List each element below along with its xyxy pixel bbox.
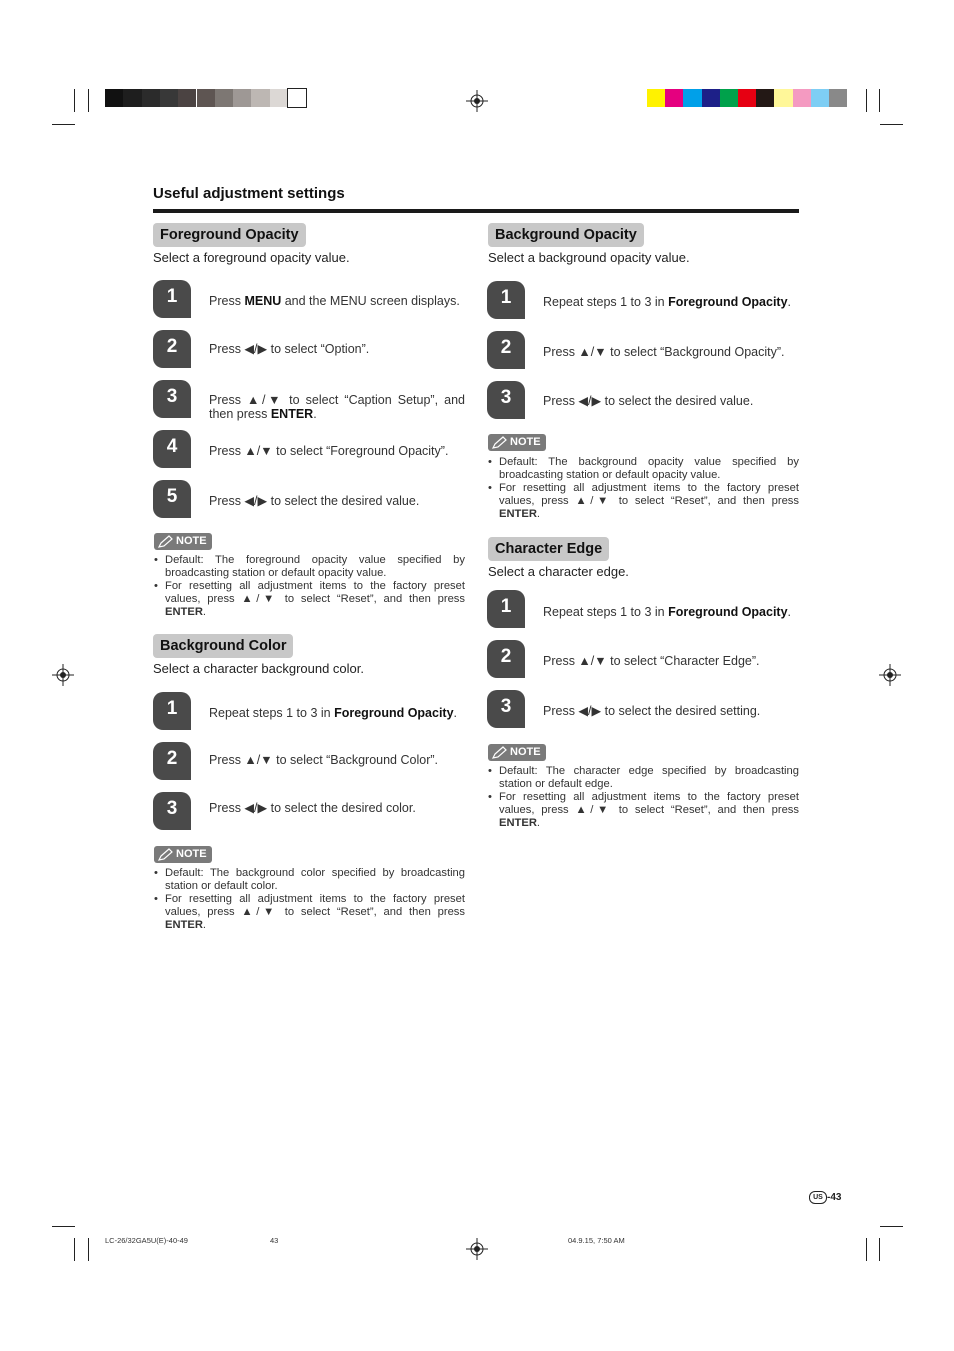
pencil-icon [158,535,174,548]
grayscale-swatch [123,89,141,107]
step-text: Press ◀/▶ to select the desired value. [209,494,420,508]
step-text: Press ▲/▼ to select “Foreground Opacity”. [209,444,449,458]
step-text: Press ▲/▼ to select “Background Opacity”. [543,345,785,359]
page-section-title: Useful adjustment settings [153,185,345,202]
grayscale-swatch [288,89,306,107]
grayscale-swatch [105,89,123,107]
step-number: 1 [153,692,191,730]
step-text: Repeat steps 1 to 3 in Foreground Opacity. [543,605,792,619]
step-number: 3 [153,792,191,830]
background-color-heading: Background Color [153,634,293,658]
list-item: • Default: The background opacity value specified by broadcasting station or default opacity value. [488,456,799,482]
list-item: • Default: The foreground opacity value specified by broadcasting station or default opacity value. [154,554,465,580]
note-badge: NOTE [488,744,546,761]
color-swatch [738,89,756,107]
step-text: Repeat steps 1 to 3 in Foreground Opacity. [209,706,458,720]
color-swatch [720,89,738,107]
grayscale-swatch [197,89,215,107]
color-swatch [774,89,792,107]
background-color-intro: Select a character background color. [153,661,365,676]
background-opacity-heading: Background Opacity [488,223,644,247]
color-swatch [683,89,701,107]
footer-page: 43 [270,1236,279,1245]
note-list [154,554,465,619]
crosshair-icon [52,664,74,686]
note-list [154,867,465,932]
note-badge: NOTE [488,434,546,451]
list-item: • For resetting all adjustment items to the factory preset values, press ▲/▼ to select “Reset”, and then press ENTER. [488,791,799,830]
footer-timestamp: 04.9.15, 7:50 AM [568,1236,625,1245]
step-number: 2 [487,640,525,678]
step-number: 2 [487,331,525,369]
color-swatch [811,89,829,107]
step-text: Press ◀/▶ to select the desired setting. [543,704,761,718]
grayscale-swatch [270,89,288,107]
step-number: 4 [153,430,191,468]
footer-file-name: LC-26/32GA5U(E)-40-49 [105,1236,188,1245]
crosshair-icon [879,664,901,686]
us-badge-icon: US [809,1191,827,1204]
pencil-icon [492,436,508,449]
step-number: 3 [487,381,525,419]
color-swatch [702,89,720,107]
step-number: 5 [153,480,191,518]
step-text: Press ◀/▶ to select the desired value. [543,394,754,408]
step-number: 2 [153,742,191,780]
step-text: Press ▲/▼ to select “Background Color”. [209,753,438,767]
list-item: • Default: The background color specified by broadcasting station or default color. [154,867,465,893]
step-text: Press ▲/▼ to select “Character Edge”. [543,654,760,668]
crosshair-icon [466,1238,488,1260]
grayscale-swatch [178,89,196,107]
step-number: 3 [487,690,525,728]
note-list [488,765,799,830]
step-number: 3 [153,380,191,418]
grayscale-swatch [142,89,160,107]
note-badge: NOTE [154,846,212,863]
header-rule [153,209,799,213]
step-text: Repeat steps 1 to 3 in Foreground Opacity. [543,295,792,309]
color-swatch [793,89,811,107]
list-item: • For resetting all adjustment items to the factory preset values, press ▲/▼ to select “Reset”, and then press ENTER. [488,482,799,521]
background-opacity-intro: Select a background opacity value. [488,250,690,265]
step-number: 2 [153,330,191,368]
grayscale-swatch [251,89,269,107]
note-badge: NOTE [154,533,212,550]
grayscale-swatch [233,89,251,107]
crosshair-icon [466,90,488,112]
grayscale-swatch [215,89,233,107]
color-swatch [665,89,683,107]
character-edge-intro: Select a character edge. [488,564,629,579]
character-edge-heading: Character Edge [488,537,609,561]
step-text: Press ▲/▼ to select “Caption Setup”, and then press ENTER. [209,393,465,421]
step-number: 1 [487,590,525,628]
foreground-opacity-intro: Select a foreground opacity value. [153,250,350,265]
step-number: 1 [153,280,191,318]
note-list [488,456,799,521]
pencil-icon [158,848,174,861]
page-number: US -43 [809,1191,841,1205]
foreground-opacity-heading: Foreground Opacity [153,223,306,247]
color-swatch [829,89,847,107]
step-number: 1 [487,281,525,319]
step-text: Press MENU and the MENU screen displays. [209,294,460,308]
list-item: • Default: The character edge specified by broadcasting station or default edge. [488,765,799,791]
step-text: Press ◀/▶ to select “Option”. [209,342,370,356]
color-swatch [756,89,774,107]
list-item: • For resetting all adjustment items to the factory preset values, press ▲/▼ to select “Reset”, and then press ENTER. [154,893,465,932]
grayscale-swatch [160,89,178,107]
step-text: Press ◀/▶ to select the desired color. [209,801,416,815]
list-item: • For resetting all adjustment items to the factory preset values, press ▲/▼ to select “Reset”, and then press ENTER. [154,580,465,619]
color-swatch [647,89,665,107]
pencil-icon [492,746,508,759]
